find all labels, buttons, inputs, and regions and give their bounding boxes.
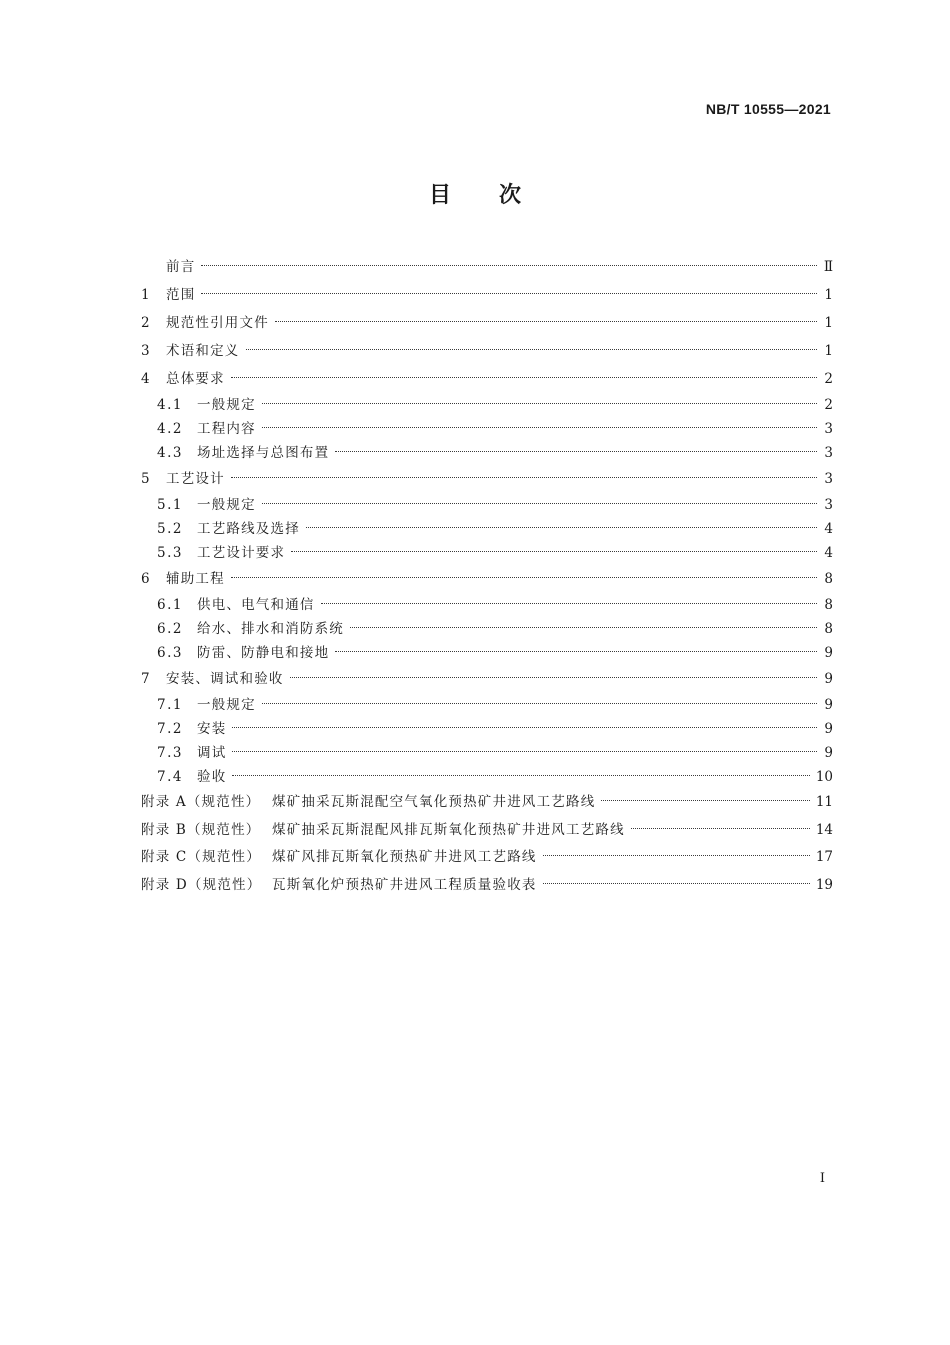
toc-section-number: 6.2 (157, 621, 183, 637)
toc-page-number: 8 (824, 621, 833, 637)
toc-appendix-tag: 附录 D（规范性） (141, 877, 262, 894)
toc-dot-leader (201, 293, 817, 294)
toc-section-title: 安装 (197, 721, 227, 737)
toc-section-title: 瓦斯氧化炉预热矿井进风工程质量验收表 (272, 877, 537, 894)
toc-dot-leader (291, 551, 817, 552)
toc-entry[interactable] (141, 253, 833, 281)
toc-entry[interactable] (141, 765, 833, 789)
toc-section-title: 安装、调试和验收 (166, 671, 284, 687)
toc-page-number: 3 (824, 421, 833, 437)
toc-appendix-entry[interactable] (141, 844, 833, 872)
toc-section-title: 场址选择与总图布置 (197, 445, 330, 461)
toc-section-title: 煤矿抽采瓦斯混配风排瓦斯氧化预热矿井进风工艺路线 (272, 821, 625, 838)
toc-page-number: 8 (824, 571, 833, 587)
toc-dot-leader (201, 265, 817, 266)
toc-dot-leader (232, 775, 809, 776)
toc-section-number: 1 (141, 287, 150, 303)
toc-section-title: 术语和定义 (166, 343, 240, 359)
toc-dot-leader (262, 503, 817, 504)
toc-dot-leader (306, 527, 817, 528)
toc-page-number: 3 (824, 497, 833, 513)
toc-entry[interactable] (141, 593, 833, 617)
toc-page-number: 17 (815, 849, 833, 866)
toc-page-number: 1 (824, 287, 833, 303)
toc-appendix-entry[interactable] (141, 817, 833, 845)
toc-section-title: 供电、电气和通信 (197, 597, 315, 613)
toc-dot-leader (543, 855, 810, 856)
toc-entry[interactable] (141, 281, 833, 309)
toc-entry[interactable] (141, 493, 833, 517)
toc-page-number: 2 (824, 397, 833, 413)
toc-entry[interactable] (141, 465, 833, 493)
toc-dot-leader (631, 828, 810, 829)
toc-section-number: 5.2 (157, 521, 183, 537)
toc-entry[interactable] (141, 365, 833, 393)
toc-page-number: 9 (824, 745, 833, 761)
toc-section-title: 一般规定 (197, 397, 256, 413)
standard-code: NB/T 10555—2021 (705, 101, 831, 117)
toc-section-number: 4.3 (157, 445, 183, 461)
page-title (0, 178, 950, 209)
toc-entry[interactable] (141, 617, 833, 641)
toc-page-number: 9 (824, 645, 833, 661)
toc-dot-leader (601, 800, 809, 801)
toc-entry[interactable] (141, 337, 833, 365)
toc-dot-leader (275, 321, 817, 322)
toc-page-number: 9 (824, 697, 833, 713)
toc-entry[interactable] (141, 693, 833, 717)
toc-dot-leader (232, 727, 817, 728)
toc-appendix-tag: 附录 B（规范性） (141, 821, 261, 838)
toc-section-title: 煤矿风排瓦斯氧化预热矿井进风工艺路线 (272, 849, 537, 866)
toc-entry[interactable] (141, 309, 833, 337)
toc-section-title: 工艺设计 (166, 471, 225, 487)
toc-section-number: 7 (141, 671, 150, 687)
toc-section-title: 规范性引用文件 (166, 315, 269, 331)
page-number: I (819, 1171, 825, 1186)
toc-page-number: 9 (824, 721, 833, 737)
toc-section-number: 7.2 (157, 721, 183, 737)
toc-section-title: 验收 (197, 769, 227, 785)
toc-section-number: 6.3 (157, 645, 183, 661)
toc-dot-leader (543, 883, 810, 884)
toc-section-number: 6.1 (157, 597, 183, 613)
toc-entry[interactable] (141, 541, 833, 565)
toc-section-title: 一般规定 (197, 697, 256, 713)
toc-page-number: 3 (824, 445, 833, 461)
toc-appendix-tag: 附录 A（规范性） (141, 794, 261, 810)
toc-entry[interactable] (141, 441, 833, 465)
toc-dot-leader (262, 427, 817, 428)
toc-page-number: 8 (824, 597, 833, 613)
toc-section-title: 给水、排水和消防系统 (197, 621, 344, 637)
toc-section-title: 调试 (197, 745, 227, 761)
toc-section-title: 工艺路线及选择 (197, 521, 300, 537)
toc-page-number: 3 (824, 471, 833, 487)
toc-section-number: 6 (141, 571, 150, 587)
toc-section-number: 4.2 (157, 421, 183, 437)
toc-section-number: 5.3 (157, 545, 183, 561)
toc-entry[interactable] (141, 393, 833, 417)
toc-section-title: 前言 (166, 259, 196, 275)
toc-section-title: 煤矿抽采瓦斯混配空气氧化预热矿井进风工艺路线 (272, 794, 596, 810)
toc-dot-leader (335, 451, 817, 452)
toc-entry[interactable] (141, 417, 833, 441)
toc-section-number: 7.1 (157, 697, 183, 713)
toc-entry[interactable] (141, 641, 833, 665)
toc-dot-leader (262, 703, 817, 704)
toc-section-number: 4 (141, 371, 150, 387)
toc-page-number: 2 (824, 371, 833, 387)
toc-section-title: 辅助工程 (166, 571, 225, 587)
toc-entry[interactable] (141, 741, 833, 765)
toc-dot-leader (232, 751, 817, 752)
toc-section-number: 4.1 (157, 397, 183, 413)
toc-appendix-entry[interactable] (141, 872, 833, 900)
toc-section-title: 范围 (166, 287, 196, 303)
toc-dot-leader (350, 627, 817, 628)
toc-section-title: 工程内容 (197, 421, 256, 437)
toc-dot-leader (290, 677, 817, 678)
table-of-contents (141, 253, 833, 900)
toc-dot-leader (246, 349, 818, 350)
toc-dot-leader (262, 403, 817, 404)
toc-section-number: 7.4 (157, 769, 183, 785)
toc-page-number: 10 (815, 769, 833, 785)
toc-dot-leader (321, 603, 817, 604)
toc-section-title: 工艺设计要求 (197, 545, 286, 561)
toc-page-number: 4 (824, 521, 833, 537)
toc-entry[interactable] (141, 565, 833, 593)
toc-page-number: 14 (815, 821, 833, 838)
toc-page-number: 1 (824, 343, 833, 359)
toc-dot-leader (231, 477, 817, 478)
toc-section-number: 5.1 (157, 497, 183, 513)
toc-page-number: 4 (824, 545, 833, 561)
toc-appendix-entry[interactable] (141, 789, 833, 817)
toc-section-number: 5 (141, 471, 150, 487)
toc-section-number: 3 (141, 343, 150, 359)
title-char-1: 目 (428, 183, 451, 208)
toc-dot-leader (335, 651, 817, 652)
toc-section-title: 总体要求 (166, 371, 225, 387)
toc-dot-leader (231, 377, 817, 378)
toc-section-title: 一般规定 (197, 497, 256, 513)
title-char-2: 次 (499, 183, 522, 208)
toc-entry[interactable] (141, 517, 833, 541)
toc-page-number: 19 (815, 877, 833, 894)
toc-dot-leader (231, 577, 817, 578)
toc-appendix-tag: 附录 C（规范性） (141, 849, 261, 866)
toc-section-number: 7.3 (157, 745, 183, 761)
toc-entry[interactable] (141, 665, 833, 693)
toc-page-number: Ⅱ (823, 259, 833, 275)
toc-entry[interactable] (141, 717, 833, 741)
toc-page-number: 9 (824, 671, 833, 687)
toc-page-number: 1 (824, 315, 833, 331)
toc-page-number: 11 (815, 794, 833, 810)
toc-section-title: 防雷、防静电和接地 (197, 645, 330, 661)
toc-section-number: 2 (141, 315, 150, 331)
